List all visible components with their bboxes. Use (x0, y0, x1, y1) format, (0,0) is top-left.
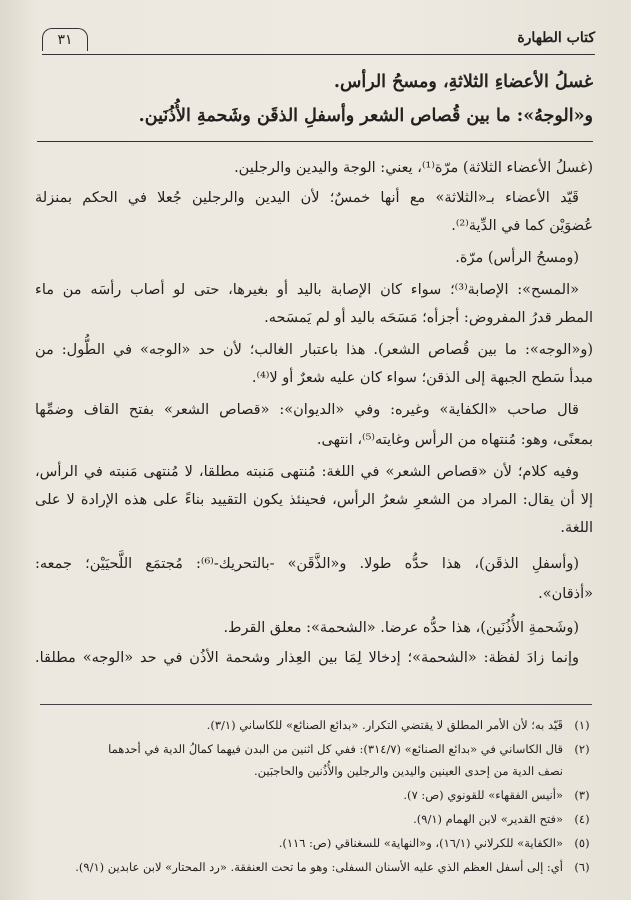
body-line: مبدأ سَطح الجبهة إلى الذقن؛ سواء كان عليه شعرٌ أو لا⁽⁴⁾. (251, 370, 593, 386)
footnote-1 (35, 714, 593, 736)
body-line: وإنما زادَ لفظة: «الشحمة»؛ إدخالا لِمَا بين العِذار وشحمة الأذُن في حد «الوجه» مطلقا. (35, 650, 579, 666)
footnote-4 (35, 808, 593, 830)
body-line: (ومسحُ الرأس) مرّة. (455, 250, 579, 266)
footnote-6 (35, 856, 593, 878)
footnote-number: (٤) (574, 812, 590, 826)
footnote-number: (٥) (574, 836, 590, 850)
body-line: (و«الوجه»: ما بين قُصاص الشعر). هذا باعتبار الغالب؛ لأن حد «الوجه» في الطُّول: من (35, 342, 593, 358)
body-line: (وشَحمةِ الأُذُنَين)، هذا حدُّه عرضا. «الشحمة»: معلق القرط. (223, 620, 579, 636)
body-line: إلا أن يقال: المراد من الشعرِ شعرُ الرأس، فحينئذ يكون التقييد بناءً على هذه الإرادة لا على (35, 492, 593, 508)
matn-line-2: و«الوجهُ»: ما بين قُصاص الشعر وأسفلِ الذقَن وشَحمةِ الأُذُنَين. (138, 106, 593, 126)
page-header (42, 28, 595, 55)
footnote-number: (٢) (574, 742, 590, 756)
footnote-text: أي: إلى أسفل العظم الذي عليه الأسنان السفلى: وهو ما تحت العنفقة. «رد المحتار» لابن عابدين (٩/١). (75, 860, 563, 874)
body-line: بمعنًى، وهو: مُنتهاه من الرأس وغايته⁽⁵⁾، انتهى. (316, 432, 593, 448)
matn-divider (37, 141, 593, 142)
body-line: اللغة. (560, 520, 593, 536)
footnote-2-continued (35, 760, 593, 782)
footnote-3 (35, 784, 593, 806)
footnote-divider (40, 704, 592, 705)
body-line: (وأسفلِ الذقَن)، هذا حدُّه طولا. و«الذَّقَن» -بالتحريك-⁽⁶⁾: مُجتمَع اللَّحيَيْن؛ جمعه: (35, 556, 579, 572)
footnote-text: «الكفاية» للكرلاني (١٦/١)، و«النهاية» للسغناقي (ص: ١١٦). (278, 836, 563, 850)
footnote-text: قَيّد به؛ لأن الأمر المطلق لا يقتضي التكرار. «بدائع الصنائع» للكاساني (٣/١). (206, 718, 563, 732)
body-line: المطر قدرُ المفروض: أجزأه؛ مَسَحَه باليد أو لم يَمسَحه. (264, 310, 593, 326)
running-title: كتاب الطهارة (517, 30, 595, 46)
footnote-text: نصف الدية من إحدى العينين واليدين والرجلين والأُذُنين والحاجبَين. (253, 764, 563, 778)
footnote-5 (35, 832, 593, 854)
footnote-text: «أنيس الفقهاء» للقونوي (ص: ٧). (403, 788, 563, 802)
page-number: ٣١ (42, 28, 88, 51)
footnote-text: «فتح القدير» لابن الهمام (٩/١). (413, 812, 563, 826)
body-line: «أذقان». (538, 586, 593, 602)
body-line: قَيّد الأعضاء بـ«الثلاثة» مع أنها خمسٌ؛ لأن اليدين والرجلين جُعلا في الحكم بمنزلة (35, 190, 579, 206)
body-line: عُضوَيْن كما في الدِّية⁽²⁾. (451, 218, 593, 234)
body-line: قال صاحب «الكفاية» وغيره: وفي «الديوان»: «قصاص الشعر» بفتح القاف وضمِّها (35, 402, 579, 418)
footnote-2 (35, 738, 593, 760)
footnote-number: (٣) (574, 788, 590, 802)
footnote-number: (٦) (574, 860, 590, 874)
footnote-text: قال الكاساني في «بدائع الصنائع» (٣١٤/٧): ففي كل اثنين من البدن فيهما كمالُ الدية في أحدهما (108, 742, 563, 756)
body-line: وفيه كلام؛ لأن «قصاص الشعر» في اللغة: مُنتهى مَنبته مطلقا، لا مُنتهى مَنبته في الرأس، (35, 464, 579, 480)
footnote-number: (١) (574, 718, 590, 732)
matn-line-1: غسلُ الأعضاءِ الثلاثةِ، ومسحُ الرأس. (333, 72, 593, 92)
body-line: «المسح»: الإصابة⁽³⁾؛ سواء كان الإصابة باليد أو بغيرها، حتى لو أصاب رأسَه من ماء (35, 282, 579, 298)
body-line: (غسلُ الأعضاء الثلاثة) مرّة⁽¹⁾، يعني: الوجة واليدين والرجلين. (234, 160, 593, 176)
